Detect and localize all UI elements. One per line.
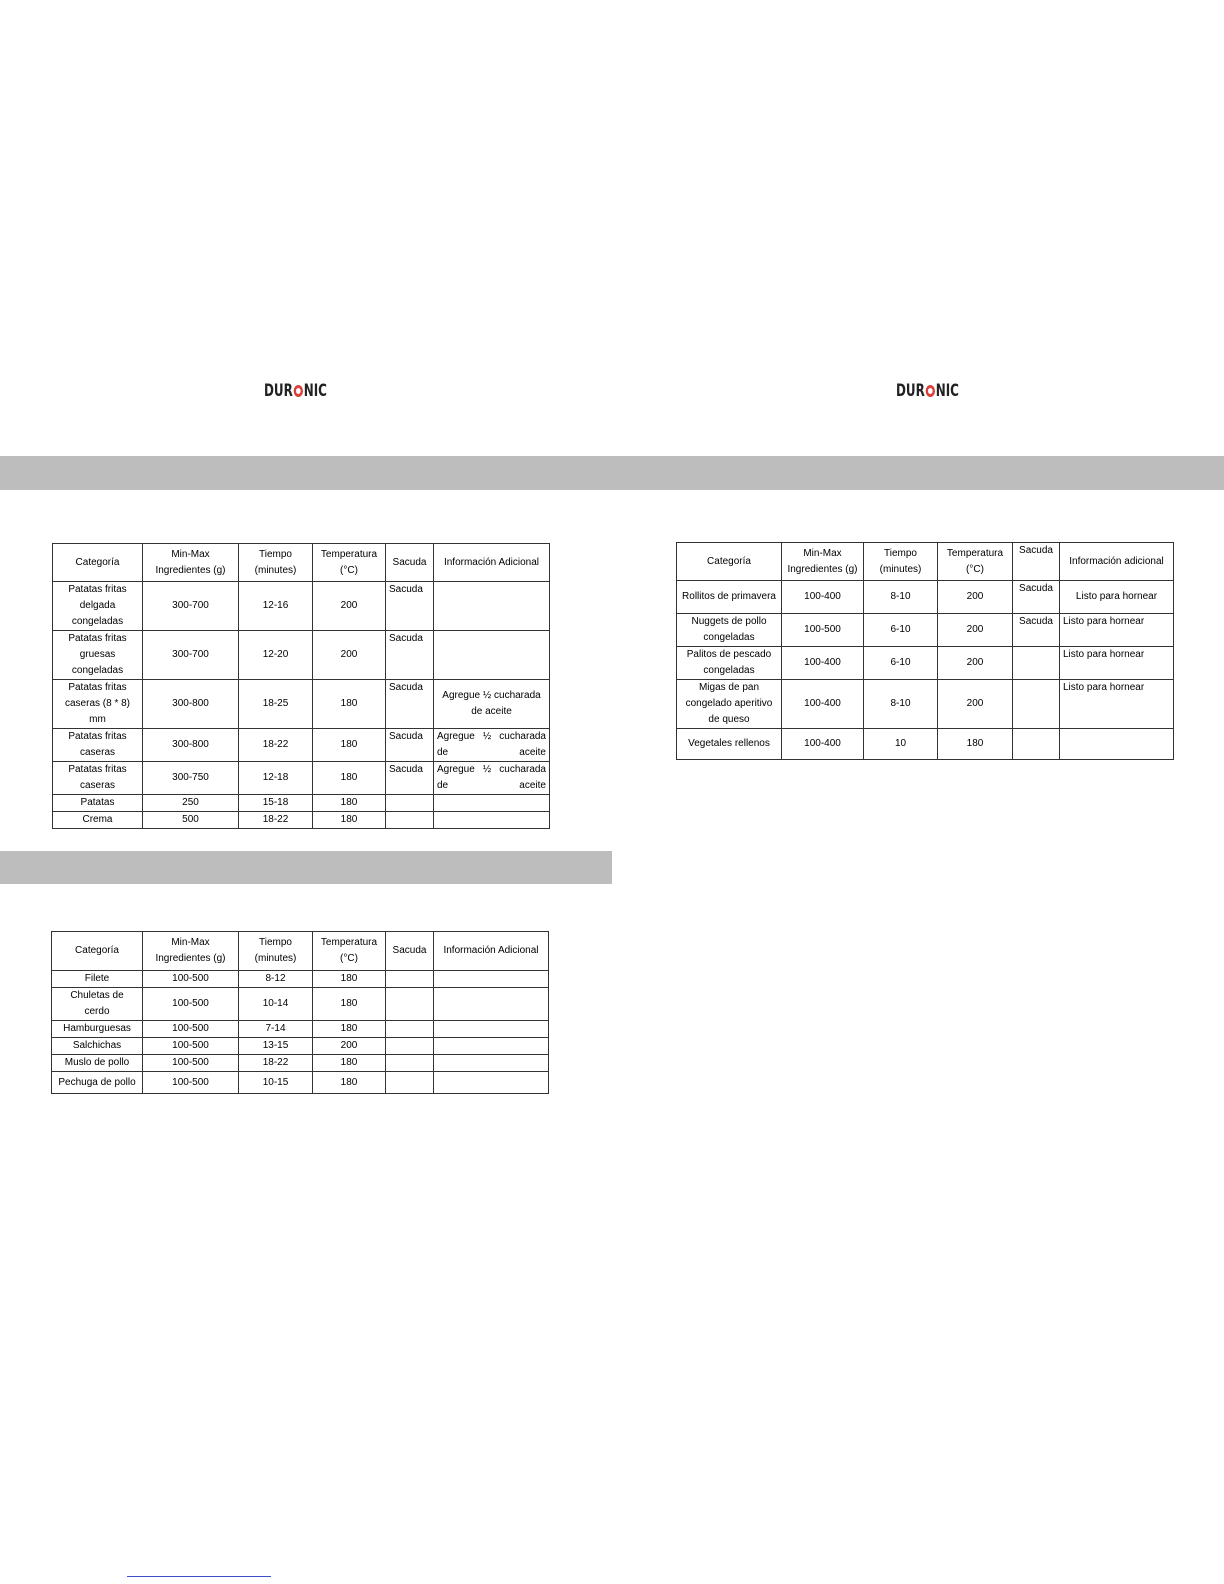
cell-additional-info: Listo para hornear xyxy=(1060,680,1174,729)
header-time: Tiempo (minutes) xyxy=(239,544,313,582)
table-header-row xyxy=(52,932,549,971)
cell-min-max: 100-400 xyxy=(782,581,864,614)
cell-time: 8-12 xyxy=(239,971,313,988)
cell-time: 6-10 xyxy=(864,614,938,647)
cell-temperature: 180 xyxy=(313,812,386,829)
header-category: Categoría xyxy=(677,543,782,581)
cell-time: 18-25 xyxy=(239,680,313,729)
cell-min-max: 300-800 xyxy=(143,680,239,729)
header-shake: Sacuda xyxy=(1013,543,1060,581)
header-temperature: Temperatura (°C) xyxy=(313,544,386,582)
cell-category: Patatas fritas caseras xyxy=(53,729,143,762)
table-header-row xyxy=(677,543,1174,581)
header-temperature: Temperatura (°C) xyxy=(938,543,1013,581)
header-additional-info: Información adicional xyxy=(1060,543,1174,581)
cell-time: 18-22 xyxy=(239,729,313,762)
cell-min-max: 300-700 xyxy=(143,582,239,631)
cell-additional-info: Agregue ½ cucharada de aceite xyxy=(434,762,550,795)
footer-link-underline xyxy=(127,1576,271,1577)
cell-min-max: 300-750 xyxy=(143,762,239,795)
section-header-band xyxy=(0,456,1224,490)
cell-temperature: 180 xyxy=(313,988,386,1021)
header-time: Tiempo (minutes) xyxy=(239,932,313,971)
table-row xyxy=(53,729,550,762)
table-header-row xyxy=(53,544,550,582)
header-temperature: Temperatura (°C) xyxy=(313,932,386,971)
cell-category: Nuggets de pollo congeladas xyxy=(677,614,782,647)
table-row xyxy=(52,971,549,988)
cell-additional-info xyxy=(1060,729,1174,760)
cell-temperature: 180 xyxy=(313,1021,386,1038)
table-row xyxy=(677,647,1174,680)
cell-category: Vegetales rellenos xyxy=(677,729,782,760)
cell-temperature: 200 xyxy=(938,614,1013,647)
cell-shake: Sacuda xyxy=(386,680,434,729)
cell-shake xyxy=(386,1021,434,1038)
cell-temperature: 180 xyxy=(313,680,386,729)
cell-category: Patatas fritas gruesas congeladas xyxy=(53,631,143,680)
header-category: Categoría xyxy=(53,544,143,582)
cell-shake: Sacuda xyxy=(1013,581,1060,614)
brand-logo-text-start: DUR xyxy=(896,381,925,401)
cell-min-max: 100-500 xyxy=(143,1038,239,1055)
table-row xyxy=(53,795,550,812)
cell-min-max: 300-800 xyxy=(143,729,239,762)
cell-shake: Sacuda xyxy=(386,631,434,680)
cell-category: Rollitos de primavera xyxy=(677,581,782,614)
table-row xyxy=(53,680,550,729)
cell-category: Salchichas xyxy=(52,1038,143,1055)
cell-time: 7-14 xyxy=(239,1021,313,1038)
table-row xyxy=(677,680,1174,729)
cell-additional-info: Listo para hornear xyxy=(1060,614,1174,647)
cell-shake xyxy=(386,1072,434,1094)
cell-additional-info xyxy=(434,1072,549,1094)
cell-category: Filete xyxy=(52,971,143,988)
table-row xyxy=(53,631,550,680)
table-row xyxy=(52,1072,549,1094)
cell-time: 10-15 xyxy=(239,1072,313,1094)
cell-shake xyxy=(386,971,434,988)
table-row xyxy=(677,729,1174,760)
table-row xyxy=(677,614,1174,647)
cell-temperature: 180 xyxy=(313,729,386,762)
cell-time: 13-15 xyxy=(239,1038,313,1055)
cell-shake xyxy=(386,988,434,1021)
cell-shake xyxy=(1013,647,1060,680)
brand-logo-ring-icon xyxy=(294,385,303,397)
cell-category: Patatas fritas caseras (8 * 8) mm xyxy=(53,680,143,729)
cell-shake: Sacuda xyxy=(386,582,434,631)
cell-min-max: 250 xyxy=(143,795,239,812)
cell-min-max: 100-500 xyxy=(143,1072,239,1094)
brand-logo-text-end: NIC xyxy=(303,381,327,401)
cell-min-max: 100-400 xyxy=(782,680,864,729)
cell-shake xyxy=(386,1055,434,1072)
header-additional-info: Información Adicional xyxy=(434,932,549,971)
cell-category: Hamburguesas xyxy=(52,1021,143,1038)
cell-time: 10 xyxy=(864,729,938,760)
cell-min-max: 100-400 xyxy=(782,647,864,680)
brand-logo-text-start: DUR xyxy=(264,381,293,401)
table-row xyxy=(52,988,549,1021)
cell-additional-info xyxy=(434,812,550,829)
header-min-max: Min-Max Ingredientes (g) xyxy=(782,543,864,581)
cell-temperature: 200 xyxy=(938,581,1013,614)
cell-temperature: 180 xyxy=(313,1055,386,1072)
cell-category: Migas de pan congelado aperitivo de queso xyxy=(677,680,782,729)
cell-shake xyxy=(386,1038,434,1055)
cell-category: Palitos de pescado congeladas xyxy=(677,647,782,680)
cell-shake xyxy=(386,795,434,812)
table-row xyxy=(52,1038,549,1055)
brand-logo-ring-icon xyxy=(926,385,935,397)
cell-additional-info xyxy=(434,631,550,680)
header-shake: Sacuda xyxy=(386,544,434,582)
cell-time: 8-10 xyxy=(864,581,938,614)
header-category: Categoría xyxy=(52,932,143,971)
cooking-table-meat xyxy=(51,931,549,1094)
brand-logo-left xyxy=(264,380,327,402)
cell-time: 18-22 xyxy=(239,1055,313,1072)
cooking-table-snacks xyxy=(676,542,1174,760)
cell-time: 15-18 xyxy=(239,795,313,812)
cell-category: Patatas fritas delgada congeladas xyxy=(53,582,143,631)
cell-temperature: 180 xyxy=(313,762,386,795)
cell-additional-info: Listo para hornear xyxy=(1060,581,1174,614)
cell-min-max: 100-500 xyxy=(143,988,239,1021)
brand-logo-right xyxy=(896,380,959,402)
cell-shake xyxy=(1013,729,1060,760)
header-time: Tiempo (minutes) xyxy=(864,543,938,581)
table-row xyxy=(53,582,550,631)
cooking-table-potatoes xyxy=(52,543,550,829)
cell-min-max: 100-500 xyxy=(143,971,239,988)
header-additional-info: Información Adicional xyxy=(434,544,550,582)
cell-temperature: 200 xyxy=(313,631,386,680)
cell-temperature: 180 xyxy=(313,971,386,988)
header-min-max: Min-Max Ingredientes (g) xyxy=(143,544,239,582)
cell-shake xyxy=(386,812,434,829)
cell-temperature: 200 xyxy=(938,647,1013,680)
table-row xyxy=(52,1021,549,1038)
cell-temperature: 200 xyxy=(938,680,1013,729)
table-row xyxy=(52,1055,549,1072)
cell-shake: Sacuda xyxy=(386,729,434,762)
cell-temperature: 200 xyxy=(313,1038,386,1055)
table-row xyxy=(53,762,550,795)
cell-time: 18-22 xyxy=(239,812,313,829)
cell-additional-info xyxy=(434,1038,549,1055)
cell-min-max: 100-400 xyxy=(782,729,864,760)
section-header-band-meat xyxy=(0,851,612,884)
cell-temperature: 180 xyxy=(313,795,386,812)
cell-min-max: 500 xyxy=(143,812,239,829)
cell-additional-info xyxy=(434,795,550,812)
cell-category: Patatas xyxy=(53,795,143,812)
cell-time: 6-10 xyxy=(864,647,938,680)
cell-shake xyxy=(1013,680,1060,729)
cell-additional-info: Listo para hornear xyxy=(1060,647,1174,680)
cell-shake: Sacuda xyxy=(1013,614,1060,647)
cell-time: 12-20 xyxy=(239,631,313,680)
cell-additional-info xyxy=(434,971,549,988)
header-shake: Sacuda xyxy=(386,932,434,971)
cell-category: Crema xyxy=(53,812,143,829)
cell-category: Pechuga de pollo xyxy=(52,1072,143,1094)
cell-category: Patatas fritas caseras xyxy=(53,762,143,795)
cell-additional-info xyxy=(434,1055,549,1072)
cell-time: 12-16 xyxy=(239,582,313,631)
brand-logo-text-end: NIC xyxy=(935,381,959,401)
cell-temperature: 180 xyxy=(938,729,1013,760)
table-row xyxy=(53,812,550,829)
table-row xyxy=(677,581,1174,614)
cell-additional-info: Agregue ½ cucharada de aceite xyxy=(434,729,550,762)
cell-additional-info xyxy=(434,1021,549,1038)
cell-temperature: 200 xyxy=(313,582,386,631)
cell-category: Muslo de pollo xyxy=(52,1055,143,1072)
cell-min-max: 100-500 xyxy=(782,614,864,647)
cell-min-max: 100-500 xyxy=(143,1055,239,1072)
cell-additional-info xyxy=(434,988,549,1021)
cell-time: 10-14 xyxy=(239,988,313,1021)
cell-time: 12-18 xyxy=(239,762,313,795)
cell-additional-info xyxy=(434,582,550,631)
cell-shake: Sacuda xyxy=(386,762,434,795)
cell-min-max: 100-500 xyxy=(143,1021,239,1038)
cell-category: Chuletas de cerdo xyxy=(52,988,143,1021)
header-min-max: Min-Max Ingredientes (g) xyxy=(143,932,239,971)
cell-min-max: 300-700 xyxy=(143,631,239,680)
cell-time: 8-10 xyxy=(864,680,938,729)
cell-temperature: 180 xyxy=(313,1072,386,1094)
cell-additional-info: Agregue ½ cucharada de aceite xyxy=(434,680,550,729)
